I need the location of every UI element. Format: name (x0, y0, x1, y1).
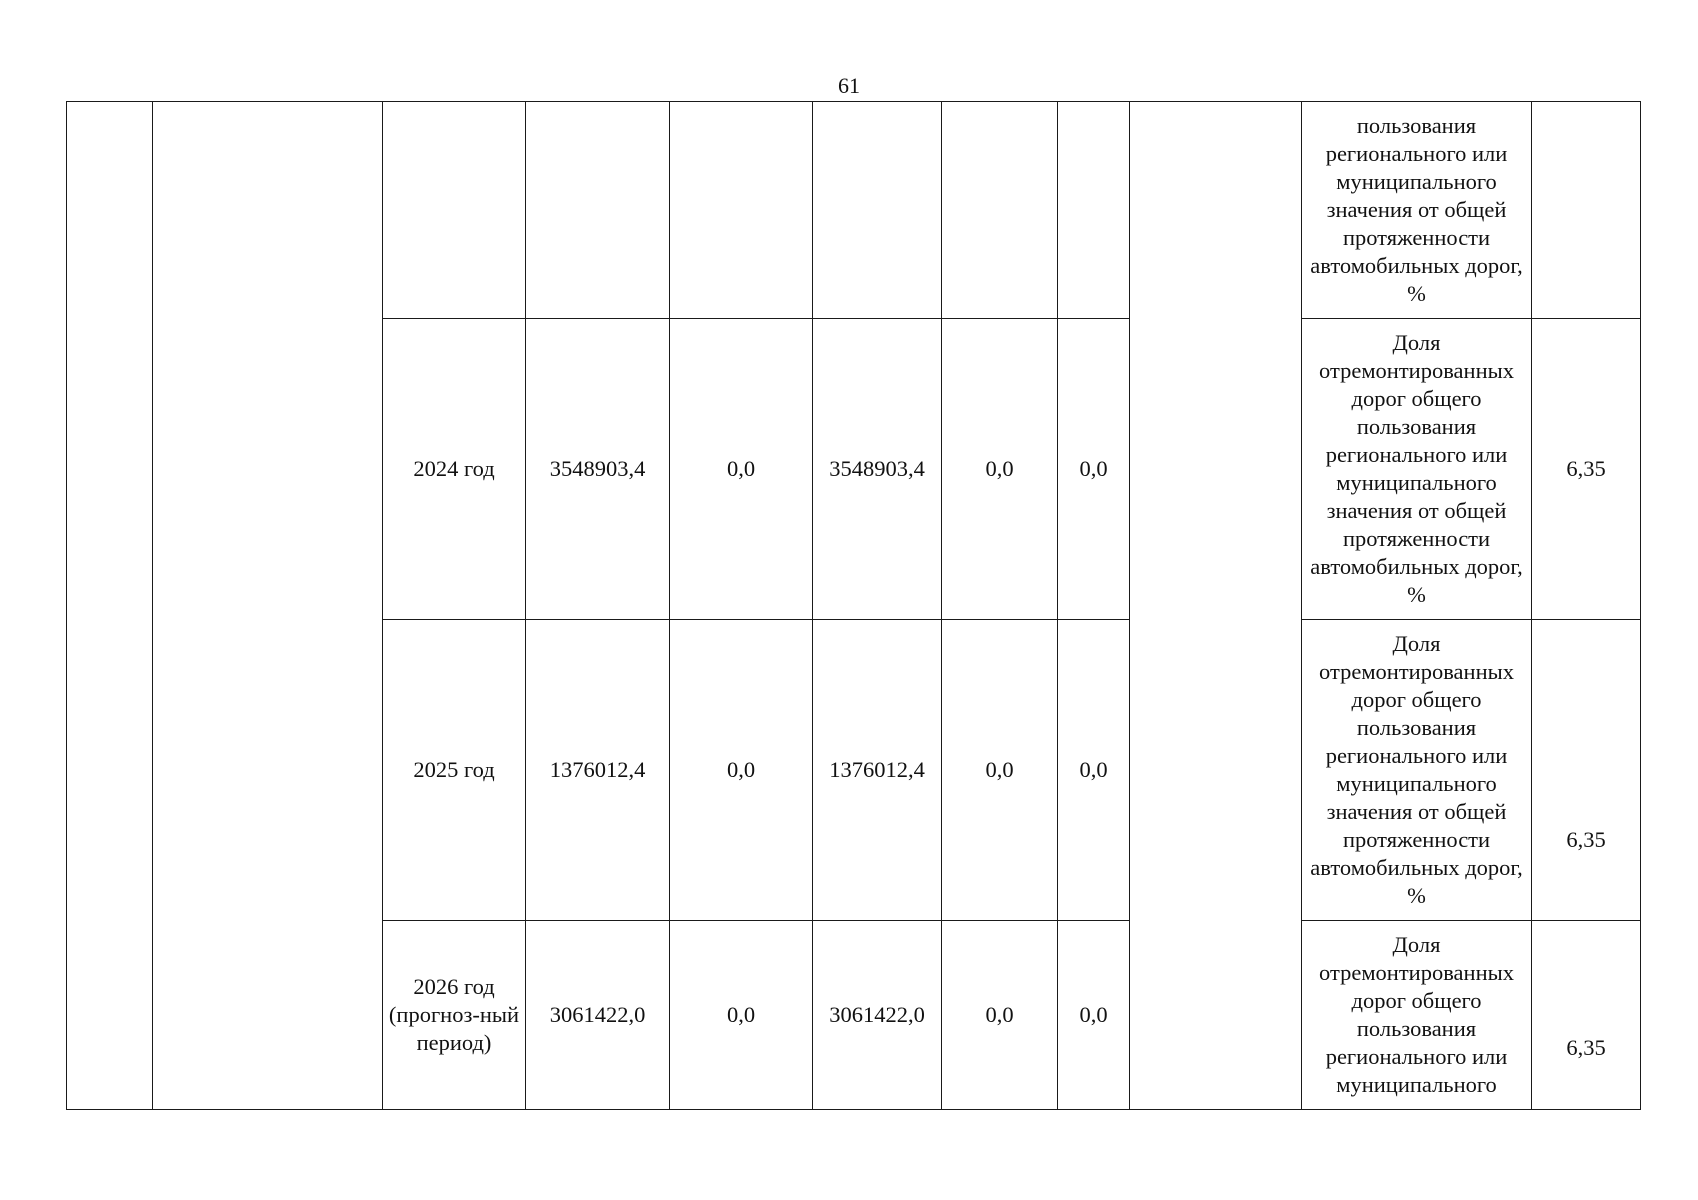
regional-budget-cell: 3061422,0 (813, 921, 942, 1110)
indicator-value: 6,35 (1566, 827, 1606, 852)
measure-name-cell (153, 102, 383, 1110)
number-cell (67, 102, 153, 1110)
other-sources-cell: 0,0 (1058, 319, 1130, 620)
local-budget-cell: 0,0 (942, 921, 1058, 1110)
table-row (67, 102, 1641, 319)
year-cell (383, 102, 526, 319)
other-sources-cell (1058, 102, 1130, 319)
total-cell: 1376012,4 (526, 620, 670, 921)
other-sources-cell: 0,0 (1058, 620, 1130, 921)
indicator-value-cell: 6,35 (1532, 319, 1641, 620)
indicator-cell (1302, 620, 1532, 921)
other-sources-cell: 0,0 (1058, 921, 1130, 1110)
indicator-value: 6,35 (1566, 1035, 1606, 1060)
indicator-text: Доля отремонтированных дорог общего пользования регионального или муниципального значения от общей протяженности автомобильных дорог, % (1310, 330, 1523, 607)
indicator-value-cell (1532, 921, 1641, 1110)
year-cell: 2024 год (383, 319, 526, 620)
total-cell: 3548903,4 (526, 319, 670, 620)
regional-budget-cell (813, 102, 942, 319)
indicator-text: Доля отремонтированных дорог общего пользования регионального или муниципального (1319, 932, 1514, 1097)
local-budget-cell: 0,0 (942, 319, 1058, 620)
year-cell: 2025 год (383, 620, 526, 921)
federal-budget-cell (670, 102, 813, 319)
indicator-value-cell (1532, 620, 1641, 921)
local-budget-cell: 0,0 (942, 620, 1058, 921)
regional-budget-cell: 1376012,4 (813, 620, 942, 921)
indicator-cell (1302, 921, 1532, 1110)
total-cell (526, 102, 670, 319)
federal-budget-cell: 0,0 (670, 620, 813, 921)
year-cell: 2026 год (прогноз-ный период) (383, 921, 526, 1110)
total-cell: 3061422,0 (526, 921, 670, 1110)
indicator-value-cell (1532, 102, 1641, 319)
local-budget-cell (942, 102, 1058, 319)
indicator-cell (1302, 319, 1532, 620)
indicator-text: пользования регионального или муниципального значения от общей протяженности автомобильных дорог, % (1310, 113, 1523, 306)
executor-cell (1130, 102, 1302, 1110)
page-number: 61 (838, 73, 860, 98)
indicator-text: Доля отремонтированных дорог общего пользования регионального или муниципального значения от общей протяженности автомобильных дорог, % (1310, 631, 1523, 908)
indicator-cell (1302, 102, 1532, 319)
federal-budget-cell: 0,0 (670, 921, 813, 1110)
federal-budget-cell: 0,0 (670, 319, 813, 620)
program-table (66, 101, 1641, 1110)
regional-budget-cell: 3548903,4 (813, 319, 942, 620)
